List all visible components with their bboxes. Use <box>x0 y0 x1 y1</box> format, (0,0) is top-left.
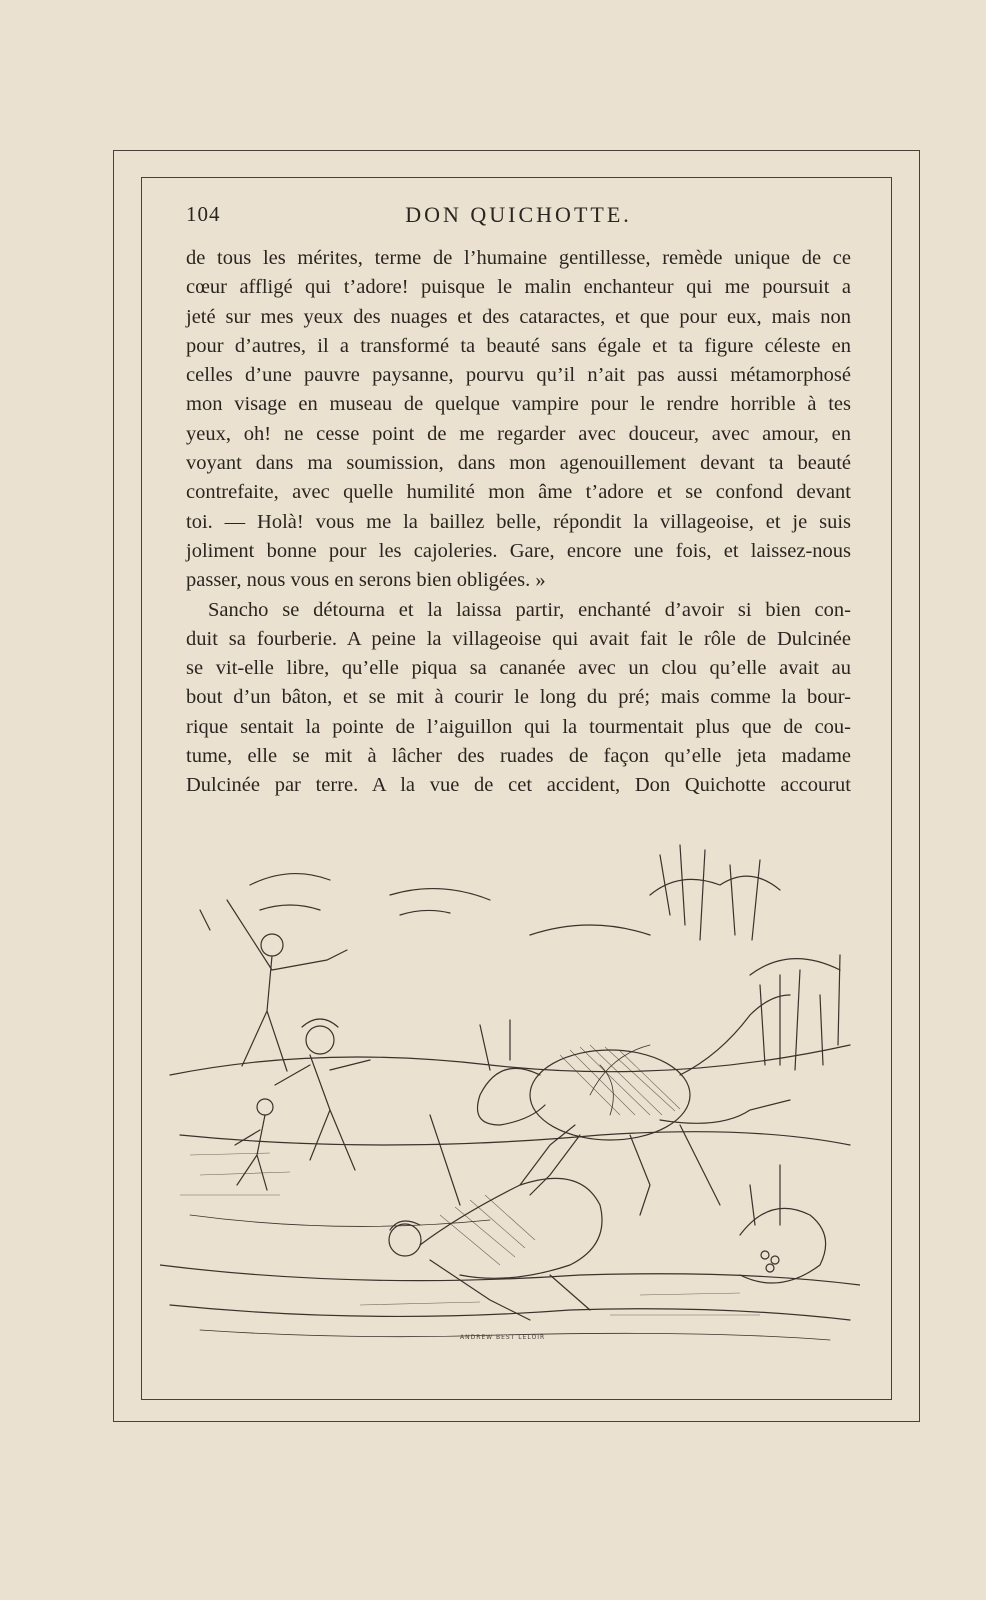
text-line: celles d’une pauvre paysanne, pourvu qu’il n’ait pas aussi métamorphosé <box>186 364 851 387</box>
text-line: yeux, oh! ne cesse point de me regarder avec douceur, avec amour, en <box>186 422 851 445</box>
text-line: contrefaite, avec quelle humilité mon âme t’adore et se confond devant <box>186 481 851 504</box>
text-line: passer, nous vous en serons bien obligées. » <box>186 569 546 592</box>
text-line: de tous les mérites, terme de l’humaine gentillesse, remède unique de ce <box>186 247 851 269</box>
text-line: tume, elle se mit à lâcher des ruades de façon qu’elle jeta madame <box>186 745 851 768</box>
engraving-drawing <box>160 835 860 1355</box>
text-line: pour d’autres, il a transformé ta beauté sans égale et ta figure céleste en <box>186 334 851 357</box>
text-line: se vit-elle libre, qu’elle piqua sa cananée avec un clou qu’elle avait au <box>186 657 851 680</box>
body-text <box>186 244 851 801</box>
text-line: voyant dans ma soumission, dans mon agenouillement devant ta beauté <box>186 452 851 475</box>
page-header <box>186 200 851 230</box>
text-line: joliment bonne pour les cajoleries. Gare, encore une fois, et laissez-nous <box>186 539 851 562</box>
text-line: toi. — Holà! vous me la baillez belle, répondit la villageoise, et je suis <box>186 510 851 533</box>
text-line: bout d’un bâton, et se mit à courir le long du pré; mais comme la bour- <box>186 686 851 709</box>
text-line: mon visage en museau de quelque vampire pour le rendre horrible à tes <box>186 393 851 416</box>
text-line: duit sa fourberie. A peine la villageoise qui avait fait le rôle de Dulcinée <box>186 627 851 650</box>
page-number: 104 <box>186 202 221 226</box>
running-title: DON QUICHOTTE. <box>405 202 632 227</box>
text-line: Dulcinée par terre. A la vue de cet accident, Don Quichotte accourut <box>186 774 851 797</box>
text-line: jeté sur mes yeux des nuages et des cataractes, et que pour eux, mais non <box>186 305 851 328</box>
engraver-signature: ANDREW BEST LELOIR <box>460 1334 546 1341</box>
engraving-illustration <box>160 835 860 1355</box>
text-line: rique sentait la pointe de l’aiguillon qui la tourmentait plus que de cou- <box>186 715 851 738</box>
text-line: cœur affligé qui t’adore! puisque le malin enchanteur qui me poursuit a <box>186 276 851 299</box>
text-line: Sancho se détourna et la laissa partir, enchanté d’avoir si bien con- <box>208 598 851 621</box>
